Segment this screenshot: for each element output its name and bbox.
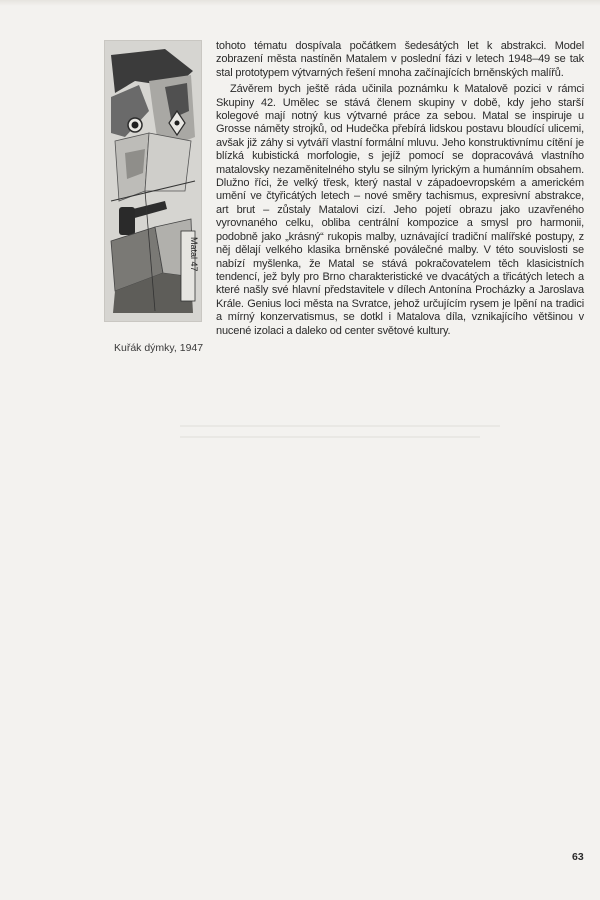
main-text-column: [216, 40, 584, 338]
artist-signature: Matal 47: [189, 237, 199, 272]
page-edge-shading: [0, 0, 600, 6]
show-through-text: [180, 436, 480, 438]
figure-caption: Kuřák dýmky, 1947: [114, 342, 204, 354]
artwork-illustration: [104, 40, 202, 322]
show-through-text: [180, 425, 500, 427]
paragraph: tohoto tématu dospívala počátkem šedesátých let k abstrakci. Model zobrazení města nastíněn Matalem v poslední fázi v letech 1948–49 se tak stal prototypem výtvarných řešení mnoha začínajících brněnských malířů.: [216, 40, 584, 79]
page-number: 63: [572, 851, 584, 863]
paragraph: Závěrem bych ještě ráda učinila poznámku k Matalově pozici v rámci Skupiny 42. Umělec se stává členem skupiny v době, kdy jeho starší kolegové mají notný kus výtvarné práce za sebou. Matal se inspiruje u Grosse náměty strojků, od Hudečka přebírá lidskou postavu bloudící ulicemi, avšak již záhy si vytváří vlastní formální mluvu. Jeho konstruktivnímu cítění je blízká kubistická morfologie, s jejíž pomocí se dopracovává vlastního matalovsky nezaměnitelného stylu se silným lyrickým a humánním obsahem. Dlužno říci, že velký třesk, který nastal v západoevropském a americkém umění ve čtyřicátých letech – nové směry tachismus, expresivní abstrakce, art brut – zůstaly Matalovi cizí. Jeho pojetí obrazu jako uzavřeného vyrovnaného celku, obliba centrální kompozice a smysl pro harmonii, podobně jako „krásný“ rukopis malby, uznávající tradiční malířské postupy, z něj dělají velkého klasika brněnské poválečné malby. V této souvislosti se nabízí myšlenka, že Matal se stává pokračovatelem těch klasicistních tendencí, jež byly pro Brno charakteristické ve dvacátých a třicátých letech a které našly své hlavní představitele v dílech Antonína Procházky a Jaroslava Krále. Genius loci města na Svratce, jehož určujícím rysem je lpění na tradici a mírný konzervatismus, se dotkl i Matalova díla, vznikajícího většinou v nucené izolaci a daleko od center světové kultury.: [216, 83, 584, 337]
cubist-pipe-smoker-drawing: [105, 41, 201, 321]
